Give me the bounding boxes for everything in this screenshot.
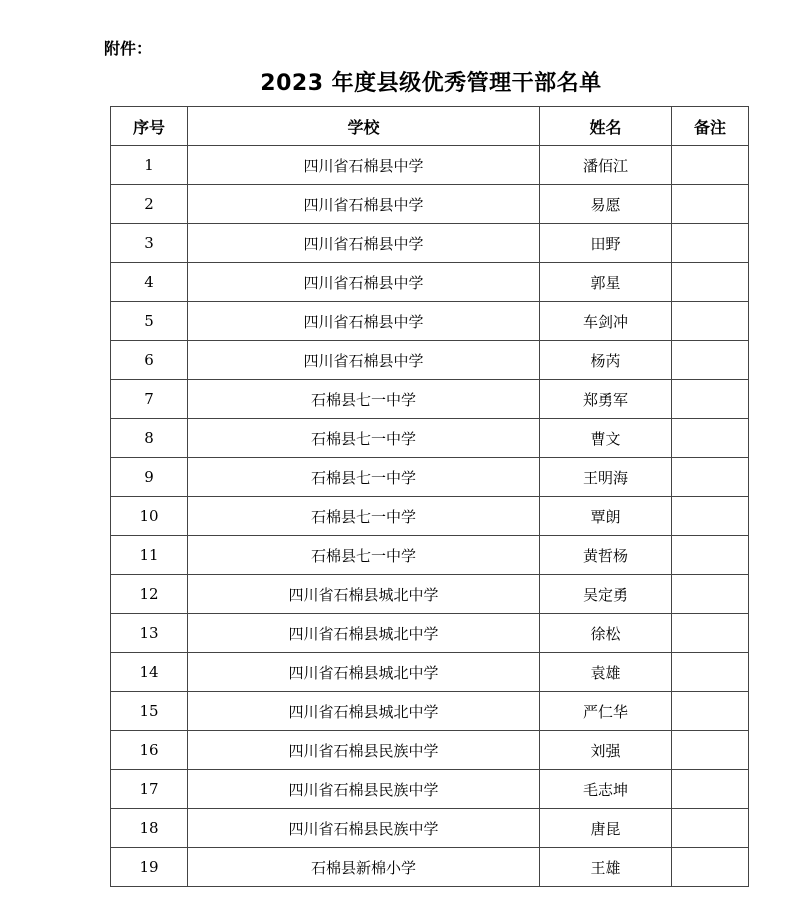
- cell-school: 石棉县七一中学: [188, 497, 540, 536]
- table-row: [111, 263, 749, 302]
- header-seq: 序号: [111, 107, 188, 146]
- cell-remark: [672, 146, 749, 185]
- table-row: [111, 692, 749, 731]
- cell-school: 四川省石棉县民族中学: [188, 731, 540, 770]
- table-row: [111, 809, 749, 848]
- cell-seq: 7: [111, 380, 188, 419]
- cell-school: 四川省石棉县中学: [188, 146, 540, 185]
- cell-school: 四川省石棉县民族中学: [188, 770, 540, 809]
- table-row: [111, 497, 749, 536]
- table-row: [111, 614, 749, 653]
- cell-name: 黄哲杨: [540, 536, 672, 575]
- cell-remark: [672, 302, 749, 341]
- table-row: [111, 458, 749, 497]
- cell-remark: [672, 614, 749, 653]
- cell-school: 四川省石棉县中学: [188, 185, 540, 224]
- cell-school: 四川省石棉县中学: [188, 341, 540, 380]
- cell-seq: 17: [111, 770, 188, 809]
- cell-name: 杨芮: [540, 341, 672, 380]
- cell-name: 潘佰江: [540, 146, 672, 185]
- cell-seq: 19: [111, 848, 188, 887]
- table-row: [111, 302, 749, 341]
- cell-name: 毛志坤: [540, 770, 672, 809]
- cell-seq: 18: [111, 809, 188, 848]
- cell-school: 四川省石棉县城北中学: [188, 614, 540, 653]
- cell-name: 严仁华: [540, 692, 672, 731]
- header-name: 姓名: [540, 107, 672, 146]
- cell-seq: 8: [111, 419, 188, 458]
- cell-remark: [672, 185, 749, 224]
- cell-name: 车剑冲: [540, 302, 672, 341]
- cell-seq: 3: [111, 224, 188, 263]
- cell-seq: 13: [111, 614, 188, 653]
- cell-school: 四川省石棉县中学: [188, 263, 540, 302]
- cell-remark: [672, 770, 749, 809]
- table-row: [111, 770, 749, 809]
- cell-name: 田野: [540, 224, 672, 263]
- cell-seq: 4: [111, 263, 188, 302]
- cell-seq: 10: [111, 497, 188, 536]
- roster-table: [110, 106, 749, 887]
- cell-seq: 14: [111, 653, 188, 692]
- cell-school: 四川省石棉县中学: [188, 302, 540, 341]
- cell-remark: [672, 458, 749, 497]
- cell-remark: [672, 575, 749, 614]
- header-remark: 备注: [672, 107, 749, 146]
- table-row: [111, 419, 749, 458]
- cell-remark: [672, 848, 749, 887]
- cell-name: 王雄: [540, 848, 672, 887]
- cell-seq: 12: [111, 575, 188, 614]
- cell-seq: 11: [111, 536, 188, 575]
- cell-remark: [672, 224, 749, 263]
- cell-seq: 1: [111, 146, 188, 185]
- cell-seq: 15: [111, 692, 188, 731]
- table-row: [111, 536, 749, 575]
- cell-remark: [672, 419, 749, 458]
- cell-name: 郭星: [540, 263, 672, 302]
- cell-remark: [672, 809, 749, 848]
- cell-seq: 16: [111, 731, 188, 770]
- table-row: [111, 224, 749, 263]
- cell-school: 四川省石棉县中学: [188, 224, 540, 263]
- cell-school: 四川省石棉县城北中学: [188, 692, 540, 731]
- cell-school: 石棉县七一中学: [188, 536, 540, 575]
- cell-remark: [672, 497, 749, 536]
- cell-name: 王明海: [540, 458, 672, 497]
- cell-name: 曹文: [540, 419, 672, 458]
- cell-school: 石棉县新棉小学: [188, 848, 540, 887]
- cell-name: 郑勇军: [540, 380, 672, 419]
- cell-remark: [672, 692, 749, 731]
- cell-remark: [672, 380, 749, 419]
- cell-school: 四川省石棉县城北中学: [188, 575, 540, 614]
- cell-name: 刘强: [540, 731, 672, 770]
- document-title: 2023 年度县级优秀管理干部名单: [260, 71, 602, 96]
- attachment-label: 附件：: [104, 39, 153, 58]
- cell-name: 袁雄: [540, 653, 672, 692]
- cell-name: 覃朗: [540, 497, 672, 536]
- cell-remark: [672, 653, 749, 692]
- cell-school: 石棉县七一中学: [188, 380, 540, 419]
- cell-name: 徐松: [540, 614, 672, 653]
- table-row: [111, 185, 749, 224]
- cell-seq: 6: [111, 341, 188, 380]
- cell-name: 易愿: [540, 185, 672, 224]
- table-row: [111, 731, 749, 770]
- table-row: [111, 848, 749, 887]
- cell-seq: 9: [111, 458, 188, 497]
- table-row: [111, 146, 749, 185]
- table-row: [111, 341, 749, 380]
- table-row: [111, 380, 749, 419]
- cell-remark: [672, 536, 749, 575]
- cell-remark: [672, 263, 749, 302]
- table-row: [111, 653, 749, 692]
- table-body: [111, 146, 749, 887]
- cell-school: 石棉县七一中学: [188, 419, 540, 458]
- cell-seq: 5: [111, 302, 188, 341]
- cell-name: 唐昆: [540, 809, 672, 848]
- header-school: 学校: [188, 107, 540, 146]
- cell-seq: 2: [111, 185, 188, 224]
- cell-name: 吴定勇: [540, 575, 672, 614]
- table-row: [111, 575, 749, 614]
- cell-school: 石棉县七一中学: [188, 458, 540, 497]
- cell-school: 四川省石棉县城北中学: [188, 653, 540, 692]
- cell-remark: [672, 731, 749, 770]
- table-header-row: [111, 107, 749, 146]
- cell-remark: [672, 341, 749, 380]
- cell-school: 四川省石棉县民族中学: [188, 809, 540, 848]
